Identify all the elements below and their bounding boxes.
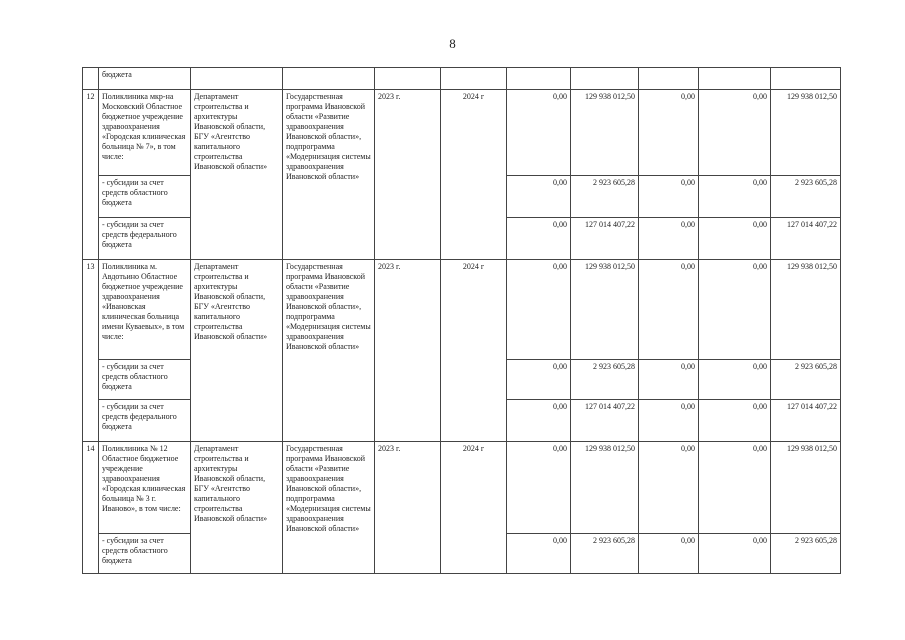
amount-cell: 0,00 [699,400,771,442]
amount-cell: 2 923 605,28 [571,176,639,218]
end-year: 2024 г [441,442,507,574]
customer-cell: Департамент строительства и архитектуры Ивановской области, БГУ «Агентство капитального строительства Ивановской области» [191,260,283,442]
amount-cell: 0,00 [507,400,571,442]
customer-cell: Департамент строительства и архитектуры Ивановской области, БГУ «Агентство капитального строительства Ивановской области» [191,90,283,260]
amount-cell: 0,00 [507,442,571,534]
table-row [83,90,841,176]
amount-cell: 0,00 [699,360,771,400]
subsidy-label: - субсидии за счет средств областного бюджета [99,176,191,218]
amount-cell: 2 923 605,28 [771,176,841,218]
subsidy-label: - субсидии за счет средств федерального бюджета [99,218,191,260]
amount-cell: 129 938 012,50 [571,90,639,176]
table-row [83,68,841,90]
amount-cell: 0,00 [639,360,699,400]
program-cell: Государственная программа Ивановской области «Развитие здравоохранения Ивановской области», подпрограмма «Модернизация системы здравоохранения Ивановской области» [283,90,375,260]
amount-cell: 0,00 [639,218,699,260]
amount-cell: 0,00 [639,400,699,442]
amount-cell: 0,00 [507,360,571,400]
amount-cell: 0,00 [507,260,571,360]
amount-cell: 2 923 605,28 [571,360,639,400]
program-cell: Государственная программа Ивановской области «Развитие здравоохранения Ивановской области», подпрограмма «Модернизация системы здравоохранения Ивановской области» [283,260,375,442]
funding-table [82,67,841,574]
amount-cell: 127 014 407,22 [571,400,639,442]
table-row [83,442,841,534]
start-year: 2023 г. [375,90,441,260]
page-number: 8 [449,36,456,51]
end-year: 2024 г [441,260,507,442]
amount-cell: 0,00 [639,534,699,574]
row-number: 14 [83,442,99,574]
amount-cell: 0,00 [507,176,571,218]
subsidy-label: - субсидии за счет средств федерального бюджета [99,400,191,442]
amount-cell: 2 923 605,28 [771,360,841,400]
amount-cell: 0,00 [699,534,771,574]
table-row [83,260,841,360]
row-number: 13 [83,260,99,442]
facility-name: Поликлиника № 12 Областное бюджетное учреждение здравоохранения «Городская клиническая больница № 3 г. Иваново», в том числе: [99,442,191,534]
row-number: 12 [83,90,99,260]
amount-cell: 0,00 [699,90,771,176]
amount-cell: 0,00 [507,218,571,260]
amount-cell: 0,00 [507,534,571,574]
amount-cell: 0,00 [639,442,699,534]
end-year: 2024 г [441,90,507,260]
subsidy-label: - субсидии за счет средств областного бюджета [99,360,191,400]
amount-cell: 0,00 [699,442,771,534]
customer-cell: Департамент строительства и архитектуры Ивановской области, БГУ «Агентство капитального строительства Ивановской области» [191,442,283,574]
amount-cell: 129 938 012,50 [771,90,841,176]
amount-cell: 0,00 [699,260,771,360]
amount-cell: 0,00 [639,260,699,360]
amount-cell: 127 014 407,22 [771,218,841,260]
start-year: 2023 г. [375,260,441,442]
amount-cell: 127 014 407,22 [571,218,639,260]
subsidy-label: - субсидии за счет средств областного бюджета [99,534,191,574]
facility-name: Поликлиника мкр-на Московский Областное бюджетное учреждение здравоохранения «Городская клиническая больница № 7», в том числе: [99,90,191,176]
amount-cell: 0,00 [507,90,571,176]
amount-cell: 127 014 407,22 [771,400,841,442]
amount-cell: 129 938 012,50 [571,442,639,534]
amount-cell: 0,00 [699,218,771,260]
amount-cell: 2 923 605,28 [571,534,639,574]
start-year: 2023 г. [375,442,441,574]
amount-cell: 0,00 [639,176,699,218]
amount-cell: 0,00 [699,176,771,218]
amount-cell: 129 938 012,50 [771,442,841,534]
amount-cell: 129 938 012,50 [771,260,841,360]
amount-cell: 129 938 012,50 [571,260,639,360]
amount-cell: 0,00 [639,90,699,176]
continuation-label: бюджета [99,68,191,90]
facility-name: Поликлиника м. Авдотьино Областное бюджетное учреждение здравоохранения «Ивановская клиническая больница имени Куваевых», в том числе: [99,260,191,360]
amount-cell: 2 923 605,28 [771,534,841,574]
program-cell: Государственная программа Ивановской области «Развитие здравоохранения Ивановской области», подпрограмма «Модернизация системы здравоохранения Ивановской области» [283,442,375,574]
